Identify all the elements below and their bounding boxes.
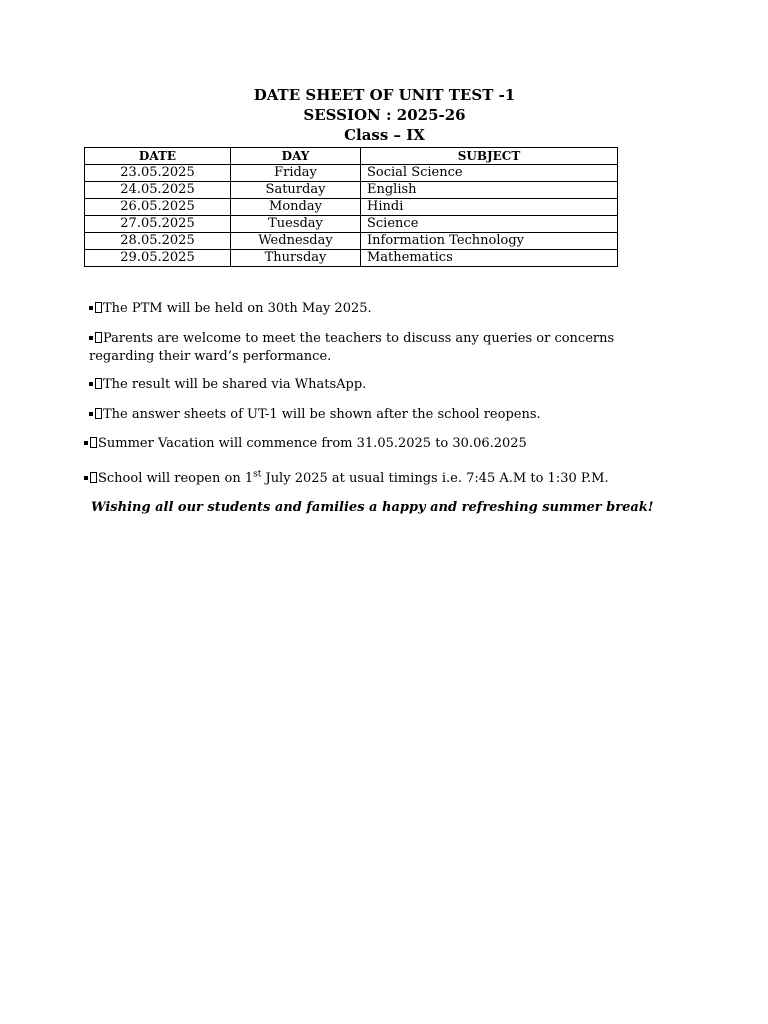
note-text: The PTM will be held on 30th May 2025.: [103, 301, 372, 316]
list-item: [89, 300, 372, 318]
table-row: [85, 250, 618, 267]
column-header-day: DAY: [231, 148, 361, 165]
bullet-icon: [89, 412, 93, 416]
checkbox-glyph-icon: [95, 378, 102, 389]
date-sheet-table: [84, 147, 618, 267]
checkbox-glyph-icon: [90, 472, 97, 483]
list-item: [89, 330, 679, 366]
cell-subject: Social Science: [361, 165, 618, 182]
bullet-icon: [84, 476, 88, 480]
bullet-icon: [89, 306, 93, 310]
note-text: The result will be shared via WhatsApp.: [103, 377, 367, 392]
cell-date: 27.05.2025: [85, 216, 231, 233]
bullet-icon: [89, 382, 93, 386]
list-item: [89, 406, 541, 424]
table-row: [85, 199, 618, 216]
note-text: The answer sheets of UT-1 will be shown after the school reopens.: [103, 407, 541, 422]
cell-day: Friday: [231, 165, 361, 182]
list-item: [89, 376, 366, 394]
note-text: Parents are welcome to meet the teachers to discuss any queries or concerns regarding their ward’s performance.: [89, 331, 615, 364]
table-row: [85, 165, 618, 182]
cell-day: Thursday: [231, 250, 361, 267]
document-header: [0, 85, 768, 145]
cell-day: Tuesday: [231, 216, 361, 233]
list-item: [84, 470, 609, 488]
bullet-icon: [84, 441, 88, 445]
ordinal-suffix: st: [253, 469, 262, 480]
reopen-text-start: School will reopen on 1: [98, 471, 254, 486]
cell-subject: English: [361, 182, 618, 199]
cell-date: 28.05.2025: [85, 233, 231, 250]
checkbox-glyph-icon: [95, 302, 102, 313]
cell-date: 23.05.2025: [85, 165, 231, 182]
table-row: [85, 182, 618, 199]
document-title: DATE SHEET OF UNIT TEST -1: [253, 86, 516, 104]
cell-subject: Hindi: [361, 199, 618, 216]
list-item: [84, 435, 527, 453]
cell-date: 29.05.2025: [85, 250, 231, 267]
cell-date: 24.05.2025: [85, 182, 231, 199]
class-label: Class – IX: [344, 126, 425, 144]
table-row: [85, 233, 618, 250]
cell-day: Monday: [231, 199, 361, 216]
bullet-icon: [89, 336, 93, 340]
column-header-date: DATE: [85, 148, 231, 165]
cell-day: Wednesday: [231, 233, 361, 250]
session-label: SESSION : 2025-26: [303, 106, 466, 124]
cell-day: Saturday: [231, 182, 361, 199]
cell-subject: Science: [361, 216, 618, 233]
checkbox-glyph-icon: [95, 408, 102, 419]
closing-message: Wishing all our students and families a happy and refreshing summer break!: [91, 500, 654, 515]
checkbox-glyph-icon: [90, 437, 97, 448]
column-header-subject: SUBJECT: [361, 148, 618, 165]
checkbox-glyph-icon: [95, 332, 102, 343]
cell-subject: Mathematics: [361, 250, 618, 267]
reopen-text-end: July 2025 at usual timings i.e. 7:45 A.M to 1:30 P.M.: [261, 471, 609, 486]
table-row: [85, 216, 618, 233]
table-header-row: [85, 148, 618, 165]
note-text: Summer Vacation will commence from 31.05.2025 to 30.06.2025: [98, 436, 527, 451]
cell-date: 26.05.2025: [85, 199, 231, 216]
cell-subject: Information Technology: [361, 233, 618, 250]
